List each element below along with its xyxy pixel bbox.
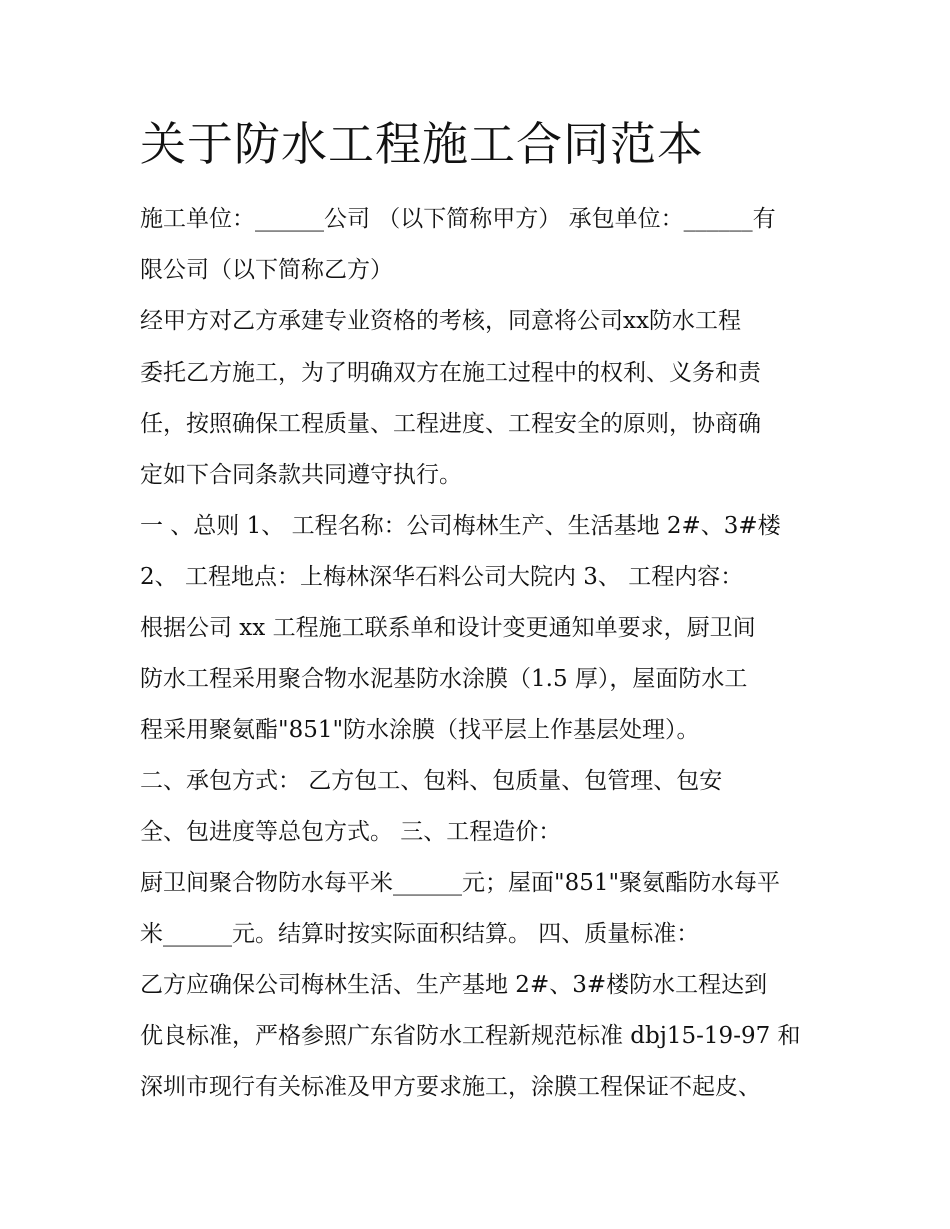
text-line-8: 2、 工程地点：上梅林深华石料公司大院内 3、 工程内容：	[140, 564, 744, 590]
text-line-3: 经甲方对乙方承建专业资格的考核，同意将公司xx防水工程	[140, 308, 741, 334]
document-title: 关于防水工程施工合同范本	[140, 117, 704, 171]
text-line-17: 优良标准，严格参照广东省防水工程新规范标准 dbj15-19-97 和	[140, 1023, 801, 1049]
text-line-5: 任，按照确保工程质量、工程进度、工程安全的原则，协商确	[140, 411, 761, 437]
text-line-15: 米______元。结算时按实际面积结算。 四、质量标准：	[140, 921, 700, 947]
text-line-4: 委托乙方施工，为了明确双方在施工过程中的权利、义务和责	[140, 360, 761, 386]
text-line-10: 防水工程采用聚合物水泥基防水涂膜（1.5 厚），屋面防水工	[140, 666, 748, 692]
text-line-7: 一 、总则 1、 工程名称：公司梅林生产、生活基地 2#、3#楼	[140, 513, 781, 539]
text-line-12: 二、承包方式： 乙方包工、包料、包质量、包管理、包安	[140, 768, 723, 794]
text-line-1: 施工单位：______公司 （以下简称甲方） 承包单位：______有	[140, 206, 776, 232]
text-line-11: 程采用聚氨酯"851"防水涂膜（找平层上作基层处理）。	[140, 717, 700, 743]
text-line-16: 乙方应确保公司梅林生活、生产基地 2#、3#楼防水工程达到	[140, 972, 768, 998]
text-line-18: 深圳市现行有关标准及甲方要求施工，涂膜工程保证不起皮、	[140, 1074, 761, 1100]
text-line-13: 全、包进度等总包方式。 三、工程造价：	[140, 819, 562, 845]
text-line-14: 厨卫间聚合物防水每平米______元；屋面"851"聚氨酯防水每平	[140, 870, 781, 896]
text-line-2: 限公司（以下简称乙方）	[140, 257, 393, 283]
text-line-6: 定如下合同条款共同遵守执行。	[140, 462, 462, 488]
text-line-9: 根据公司 xx 工程施工联系单和设计变更通知单要求，厨卫间	[140, 615, 756, 641]
